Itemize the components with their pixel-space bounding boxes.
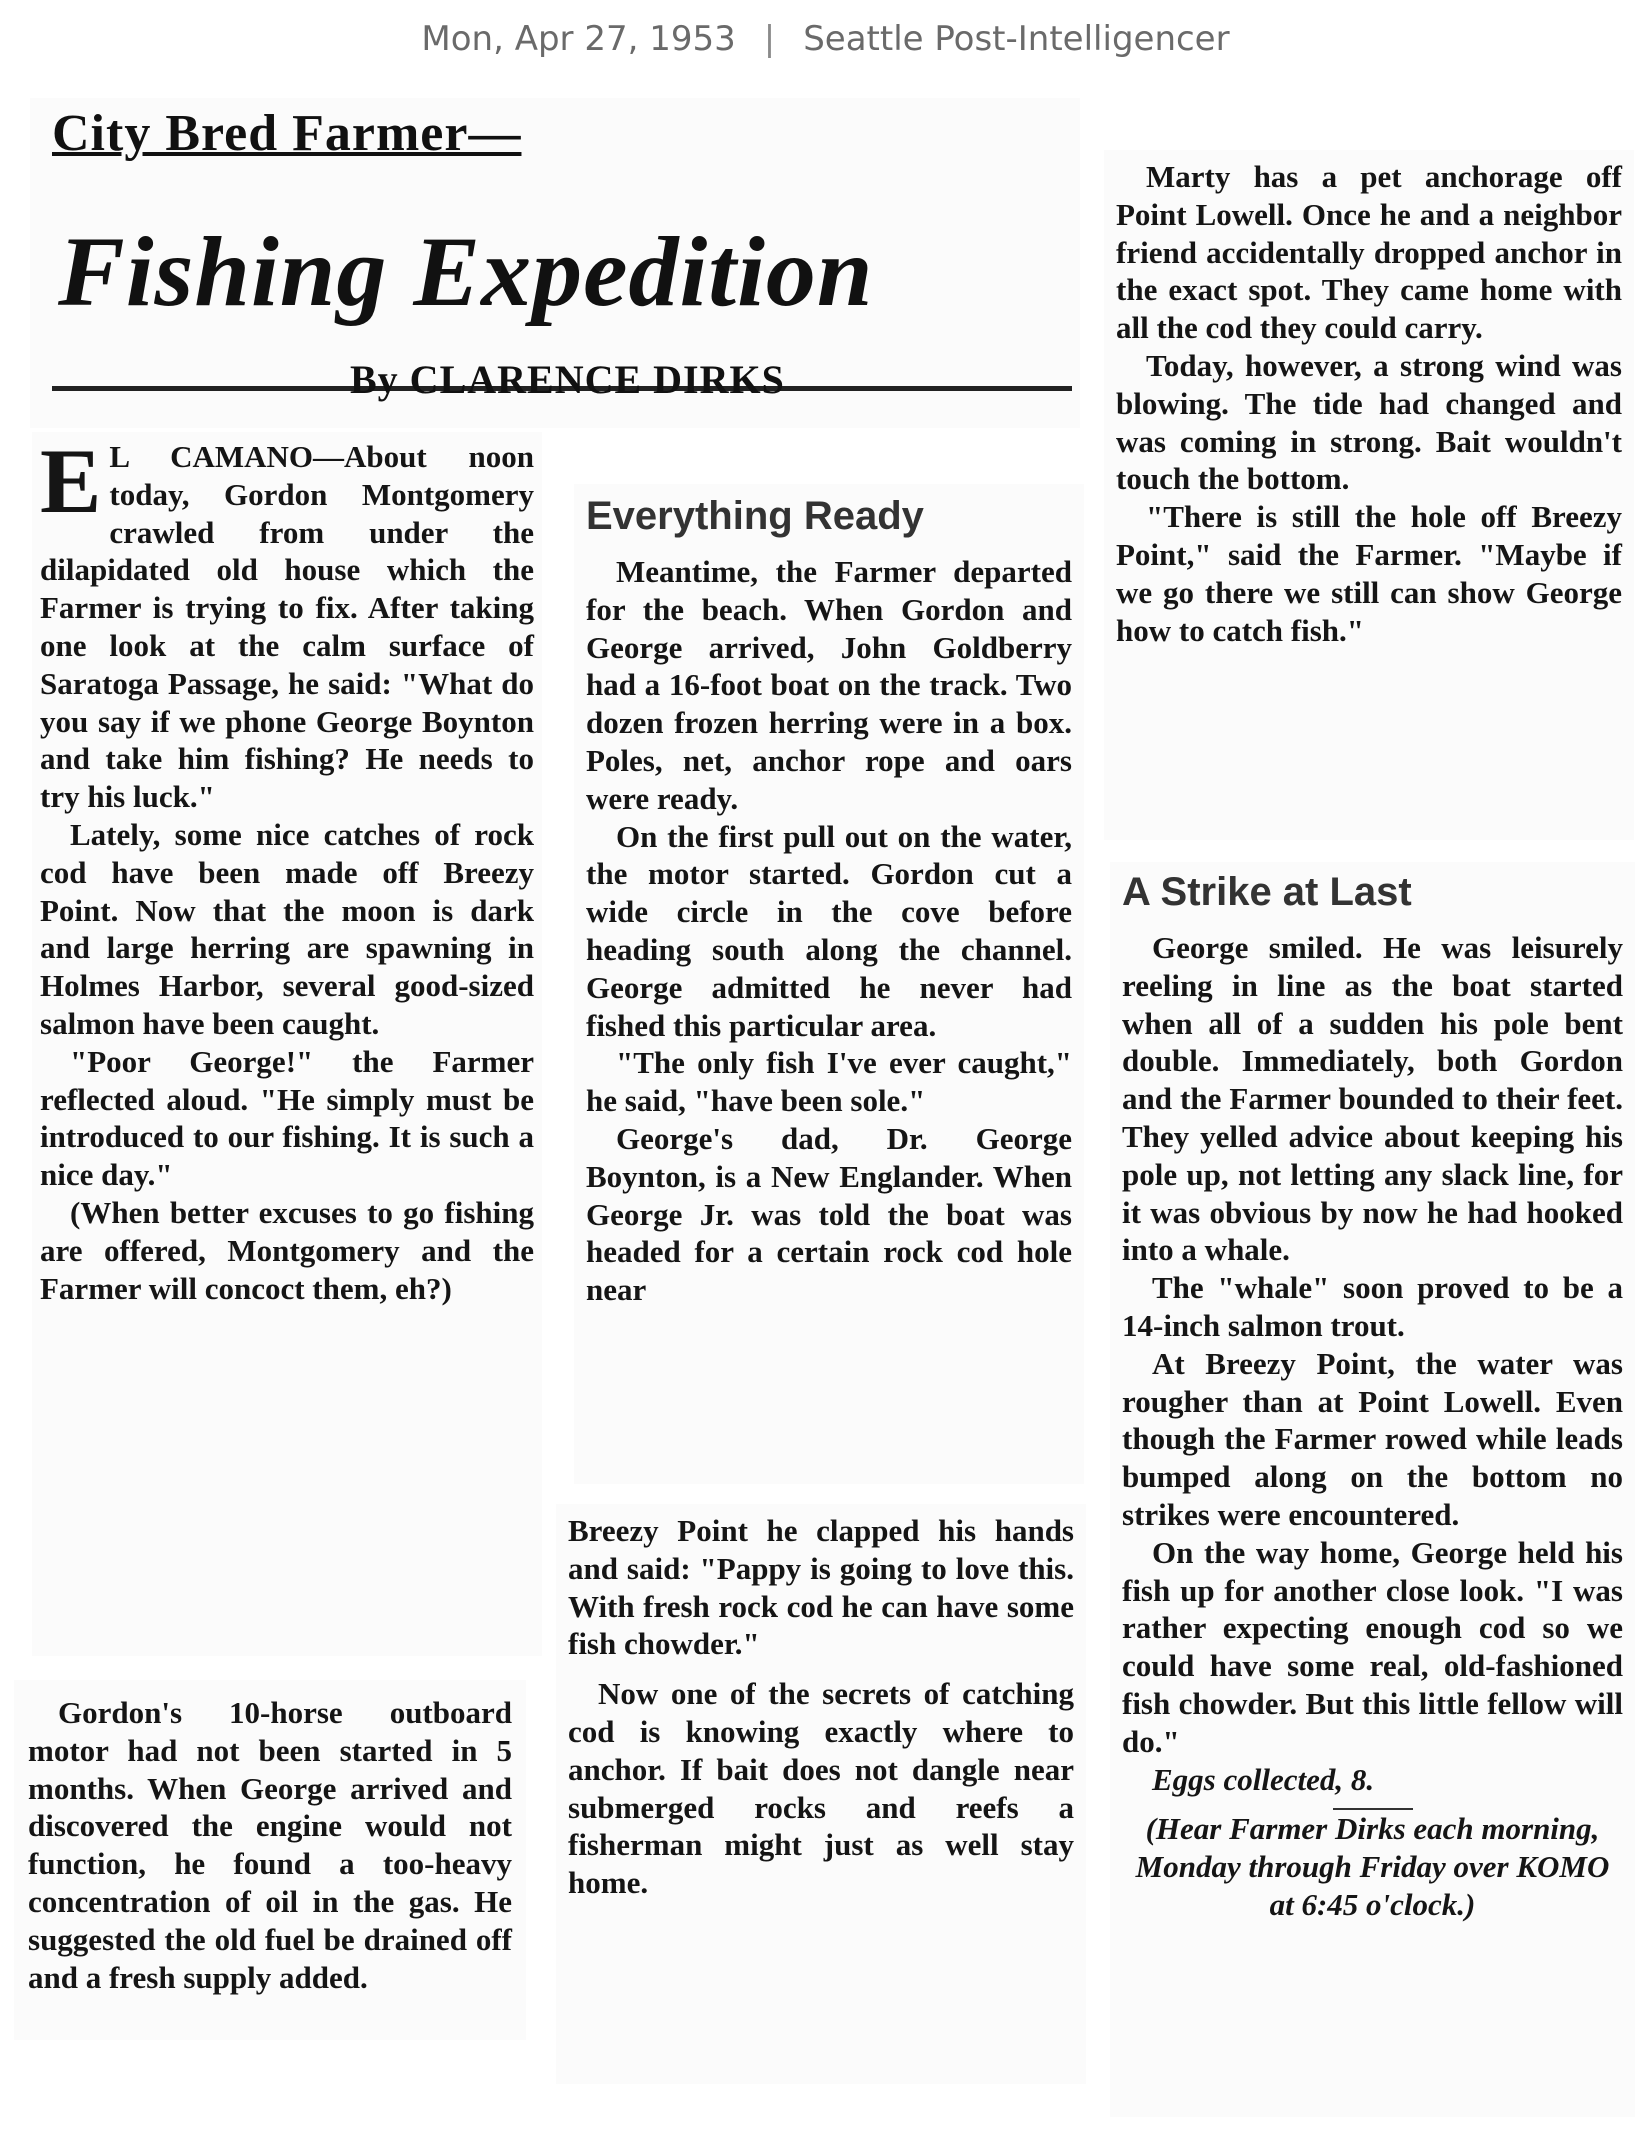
column-3-paragraph-6: At Breezy Point, the water was rougher than at Point Lowell. Even though the Farmer rowed while leads bumped along on the bottom no strikes were encountered.: [1122, 1345, 1623, 1532]
column-3-paragraph-7: On the way home, George held his fish up for another close look. "I was rather expecting enough cod so we could have some real, old-fashioned fish chowder. But this little fellow will do.": [1122, 1534, 1623, 1759]
subhead-a-strike-at-last: A Strike at Last: [1122, 870, 1412, 914]
column-3-continued-clip: [1110, 862, 1635, 2117]
masthead-clip: [30, 98, 1080, 428]
column-3-paragraph-5: The "whale" soon proved to be a 14-inch salmon trout.: [1122, 1270, 1623, 1343]
column-1-paragraph-1: E L CAMANO—About noon today, Gordon Montgomery crawled from under the dilapidated old house which the Farmer is trying to fix. After taking one look at the calm surface of Saratoga Passage, he said: "What do you say if we phone George Boynton and take him fishing? He needs to try his luck.": [40, 432, 534, 815]
column-2-paragraph-4: George's dad, Dr. George Boynton, is a New Englander. When George Jr. was told the boat was headed for a certain rock cod hole near: [586, 1120, 1072, 1308]
article-byline: By CLARENCE DIRKS: [350, 357, 785, 402]
column-2-paragraph-6: Now one of the secrets of catching cod is knowing exactly where to anchor. If bait does not dangle near submerged rocks and reefs a fisherman might just as well stay home.: [568, 1676, 1074, 1901]
column-2-clip: [574, 484, 1084, 1484]
eggs-collected: Eggs collected, 8.: [1152, 1761, 1375, 1797]
clipping-date: Mon, Apr 27, 1953: [421, 19, 736, 59]
column-1-continued-clip: [14, 1680, 526, 2040]
column-3-paragraph-2: Today, however, a strong wind was blowing. The tide had changed and was coming in strong. Bait wouldn't touch the bottom.: [1116, 347, 1622, 497]
column-2-continued-clip: [556, 1504, 1086, 2084]
column-1-paragraph-3: "Poor George!" the Farmer reflected aloud. "He simply must be introduced to our fishing. It is such a nice day.": [40, 1043, 534, 1193]
subhead-everything-ready: Everything Ready: [586, 494, 924, 538]
header-separator: |: [763, 19, 776, 59]
column-1-clip: [32, 432, 542, 1656]
column-1-paragraph-5: Gordon's 10-horse outboard motor had not been started in 5 months. When George arrived and discovered the engine would not function, he found a too-heavy concentration of oil in the gas. He suggested the old fuel be drained off and a fresh supply added.: [28, 1695, 512, 1995]
article-kicker: City Bred Farmer—: [52, 105, 522, 162]
column-3-paragraph-1: Marty has a pet anchorage off Point Lowell. Once he and a neighbor friend accidentally dropped anchor in the exact spot. They came home with all the cod they could carry.: [1116, 159, 1622, 346]
column-3-paragraph-4: George smiled. He was leisurely reeling in line as the boat started when all of a sudden his pole bent double. Immediately, both Gordon and the Farmer bounded to their feet. They yelled advice about keeping his pole up, not letting any slack line, for it was obvious by now he had hooked into a whale.: [1122, 930, 1623, 1268]
column-1-paragraph-4: (When better excuses to go fishing are offered, Montgomery and the Farmer will concoct them, eh?): [40, 1194, 534, 1306]
column-2-paragraph-3: "The only fish I've ever caught," he said, "have been sole.": [586, 1045, 1072, 1119]
drop-cap: E: [40, 432, 102, 532]
clipping-publication: Seattle Post-Intelligencer: [803, 19, 1230, 59]
column-3-clip: [1104, 150, 1634, 840]
column-1-paragraph-2: Lately, some nice catches of rock cod have been made off Breezy Point. Now that the moon is dark and large herring are spawning in Holmes Harbor, several good-sized salmon have been caught.: [40, 816, 534, 1041]
radio-note-text: (Hear Farmer Dirks each morning, Monday through Friday over KOMO at 6:45 o'clock.): [1135, 1811, 1610, 1922]
article-headline: Fishing Expedition: [58, 216, 874, 327]
column-2-paragraph-2: On the first pull out on the water, the motor started. Gordon cut a wide circle in the cove before heading south along the channel. George admitted he never had fished this particular area.: [586, 818, 1072, 1043]
column-2-paragraph-1: Meantime, the Farmer departed for the beach. When Gordon and George arrived, John Goldberry had a 16-foot boat on the track. Two dozen frozen herring were in a box. Poles, net, anchor rope and oars were ready.: [586, 554, 1072, 816]
clipping-header: [0, 14, 1651, 64]
column-2-paragraph-5: Breezy Point he clapped his hands and said: "Pappy is going to love this. With fresh rock cod he can have some fish chowder.": [568, 1513, 1074, 1662]
column-3-paragraph-3: "There is still the hole off Breezy Point," said the Farmer. "Maybe if we go there we still can show George how to catch fish.": [1116, 499, 1622, 648]
